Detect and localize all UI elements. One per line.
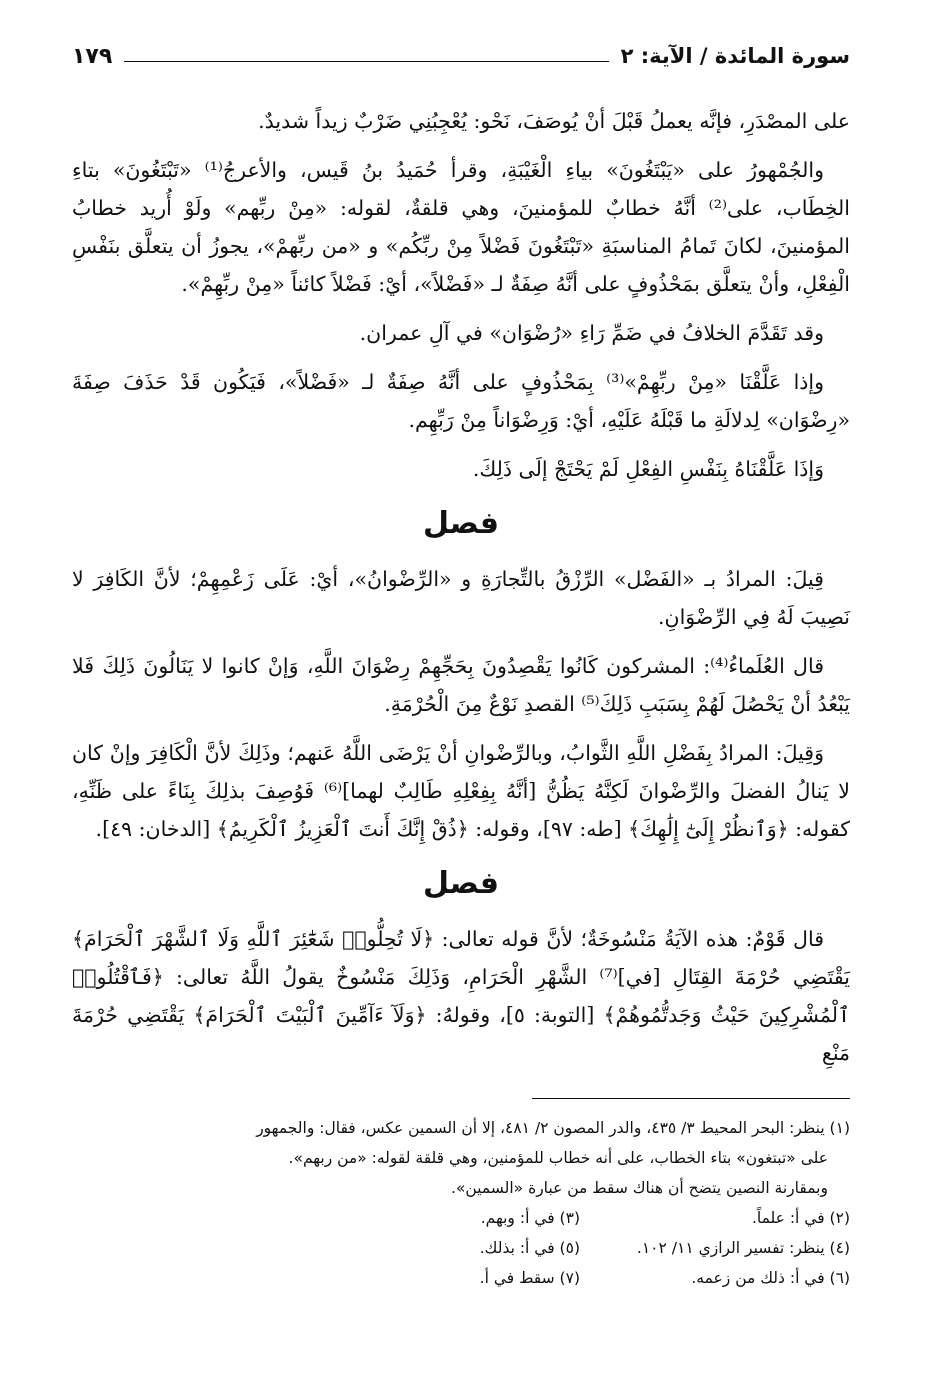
paragraph: وَقِيلَ: المرادُ بِفَضْلِ اللَّهِ الثَّوابُ، وبالرِّضْوانِ أنْ يَرْضَى اللَّهُ عَنهم؛ وذَلِكَ لأنَّ الْكَافِرَ وإنْ كان لا يَنالُ الفضلَ والرِّضْوانَ لَكِنَّهُ يَظُنُّ [أنَّهُ بِفِعْلِهِ طَالِبٌ لهما]⁽⁶⁾ فَوُصِفَ بذلِكَ بِنَاءً على ظَنِّهِ، كقوله: ﴿وَٱنظُرْ إِلَىٰٓ إِلَٰهِكَ﴾ [طه: ٩٧]، وقوله: ﴿ذُقْ إِنَّكَ أَنتَ ٱلْعَزِيزُ ٱلْكَرِيمُ﴾ [الدخان: ٤٩].	[72, 741, 850, 841]
paragraph: والجُمْهورُ على «يَبْتَغُونَ» بياءِ الْغَيْبَةِ، وقرأ حُمَيدُ بنُ قَيس، والأعرجُ⁽¹⁾ «تَبْتَغُونَ» بتاءِ الخِطَاب، على⁽²⁾ أنَّهُ خطابٌ للمؤمنينَ، وهي قلقةٌ، لقوله: «مِنْ ربِّهم» ولَوْ أُريد خطابُ المؤمنينَ، لكانَ تَمامُ المناسبَةِ «تَبْتَغُونَ فَضْلاً مِنْ ربِّكُم» و «من ربِّهمْ»، يجوزُ أن يتعلَّق بنَفْسِ الْفِعْلِ، وأنْ يتعلَّق بمَحْذُوفٍ على أنَّهُ صِفَةٌ لـ «فَضْلاً»، أيْ: فَضْلاً كائناً «مِنْ ربِّهِمْ».	[72, 158, 851, 296]
paragraph: وقد تَقَدَّمَ الخلافُ في ضَمِّ رَاءِ «رُضْوَان» في آلِ عمران.	[359, 321, 824, 345]
footnote-4: (٤) ينظر: تفسير الرازي ١١/ ١٠٢.	[636, 1239, 850, 1257]
book-page	[72, 38, 850, 1293]
footnote-row	[72, 1263, 850, 1293]
footnote-row	[72, 1203, 850, 1233]
footnote-row	[72, 1233, 850, 1263]
page-number: ١٧٩	[72, 43, 113, 69]
paragraph: على المصْدَرِ، فإنَّه يعملُ قَبْلَ أنْ يُوصَفَ، نَحْو: يُعْجِبُنِي ضَرْبٌ زيداً شديدٌ.	[258, 109, 850, 133]
footnote-divider	[532, 1098, 850, 1099]
footnote-5: (٥) في أ: بذلك.	[479, 1239, 580, 1257]
footnote-3: (٣) في أ: وبهم.	[480, 1209, 580, 1227]
paragraph: وَإذَا عَلَّقْنَاهُ بِنَفْسِ الفِعْلِ لَمْ يَحْتَجْ إلَى ذَلِكَ.	[472, 457, 824, 481]
main-text	[72, 102, 850, 1072]
footnotes	[72, 1113, 850, 1293]
paragraph: قِيلَ: المرادُ بـ «الفَضْل» الرِّزْقُ بالتِّجارَةِ و «الرِّضْوانُ»، أيْ: عَلَى زَعْمِهِمْ؛ لأنَّ الكَافِرَ لا نَصِيبَ لَهُ فِي الرِّضْوَانِ.	[72, 567, 850, 629]
footnote-1: (١) ينظر: البحر المحيط ٣/ ٤٣٥، والدر المصون ٢/ ٤٨١، إلا أن السمين عكس، فقال: والجمهور	[256, 1119, 850, 1137]
surah-title: سورة المائدة / الآية: ٢	[620, 44, 850, 68]
paragraph: قال العُلَماءُ⁽⁴⁾: المشركون كَانُوا يَقْصِدُونَ بِحَجِّهِمْ رِضْوَانَ اللَّهِ، وَإنْ كانوا لا يَنَالُونَ ذَلِكَ فَلا يَبْعُدُ أنْ يَحْصُلَ لَهُمْ بِسَبَبِ ذَلِكَ⁽⁵⁾ القصدِ نَوْعٌ مِنَ الْحُرْمَةِ.	[72, 654, 850, 716]
section-heading: فصل	[423, 506, 499, 541]
footnote-7: (٧) سقط في أ.	[479, 1269, 580, 1287]
paragraph: وإذا عَلَّقْنَا «مِنْ ربِّهِمْ»⁽³⁾ بِمَحْذُوفٍ على أنَّهُ صِفَةٌ لـ «فَضْلاً»، فَيَكُون قَدْ حَذَفَ صِفَةَ «رِضْوَان» لِدلالَةِ ما قَبْلَهُ عَلَيْهِ، أيْ: وَرِضْوَاناً مِنْ رَبِّهِم.	[72, 370, 850, 432]
page-header	[72, 38, 850, 74]
section-heading: فصل	[423, 866, 499, 901]
header-rule	[124, 61, 608, 62]
footnote-6: (٦) في أ: ذلك من زعمه.	[691, 1269, 850, 1287]
footnote-1-continued: على «تبتغون» بتاء الخطاب، على أنه خطاب للمؤمنين، وهي قلقة لقوله: «من ربهم».	[288, 1149, 828, 1167]
footnote-2: (٢) في أ: علماً.	[751, 1209, 850, 1227]
paragraph: قال قَوْمٌ: هذه الآيَةُ مَنْسُوخَةٌ؛ لأنَّ قوله تعالى: ﴿لَا تُحِلُّوا۟ شَعَٰٓئِرَ ٱللَّهِ وَلَا ٱلشَّهْرَ ٱلْحَرَامَ﴾ يَقْتَضِي حُرْمَةَ القِتَالِ [في]⁽⁷⁾ الشَّهْرِ الْحَرَامِ، وَذَلِكَ مَنْسُوخٌ يقولُ اللَّهُ تعالى: ﴿فَٱقْتُلُوا۟ ٱلْمُشْرِكِينَ حَيْثُ وَجَدتُّمُوهُمْ﴾ [التوبة: ٥]، وقولهُ: ﴿وَلَآ ءَآمِّينَ ٱلْبَيْتَ ٱلْحَرَامَ﴾ يَقْتَضِي حُرْمَةَ مَنْعِ	[72, 927, 850, 1065]
footnote-1-continued: وبمقارنة النصين يتضح أن هناك سقط من عبارة «السمين».	[450, 1179, 828, 1197]
